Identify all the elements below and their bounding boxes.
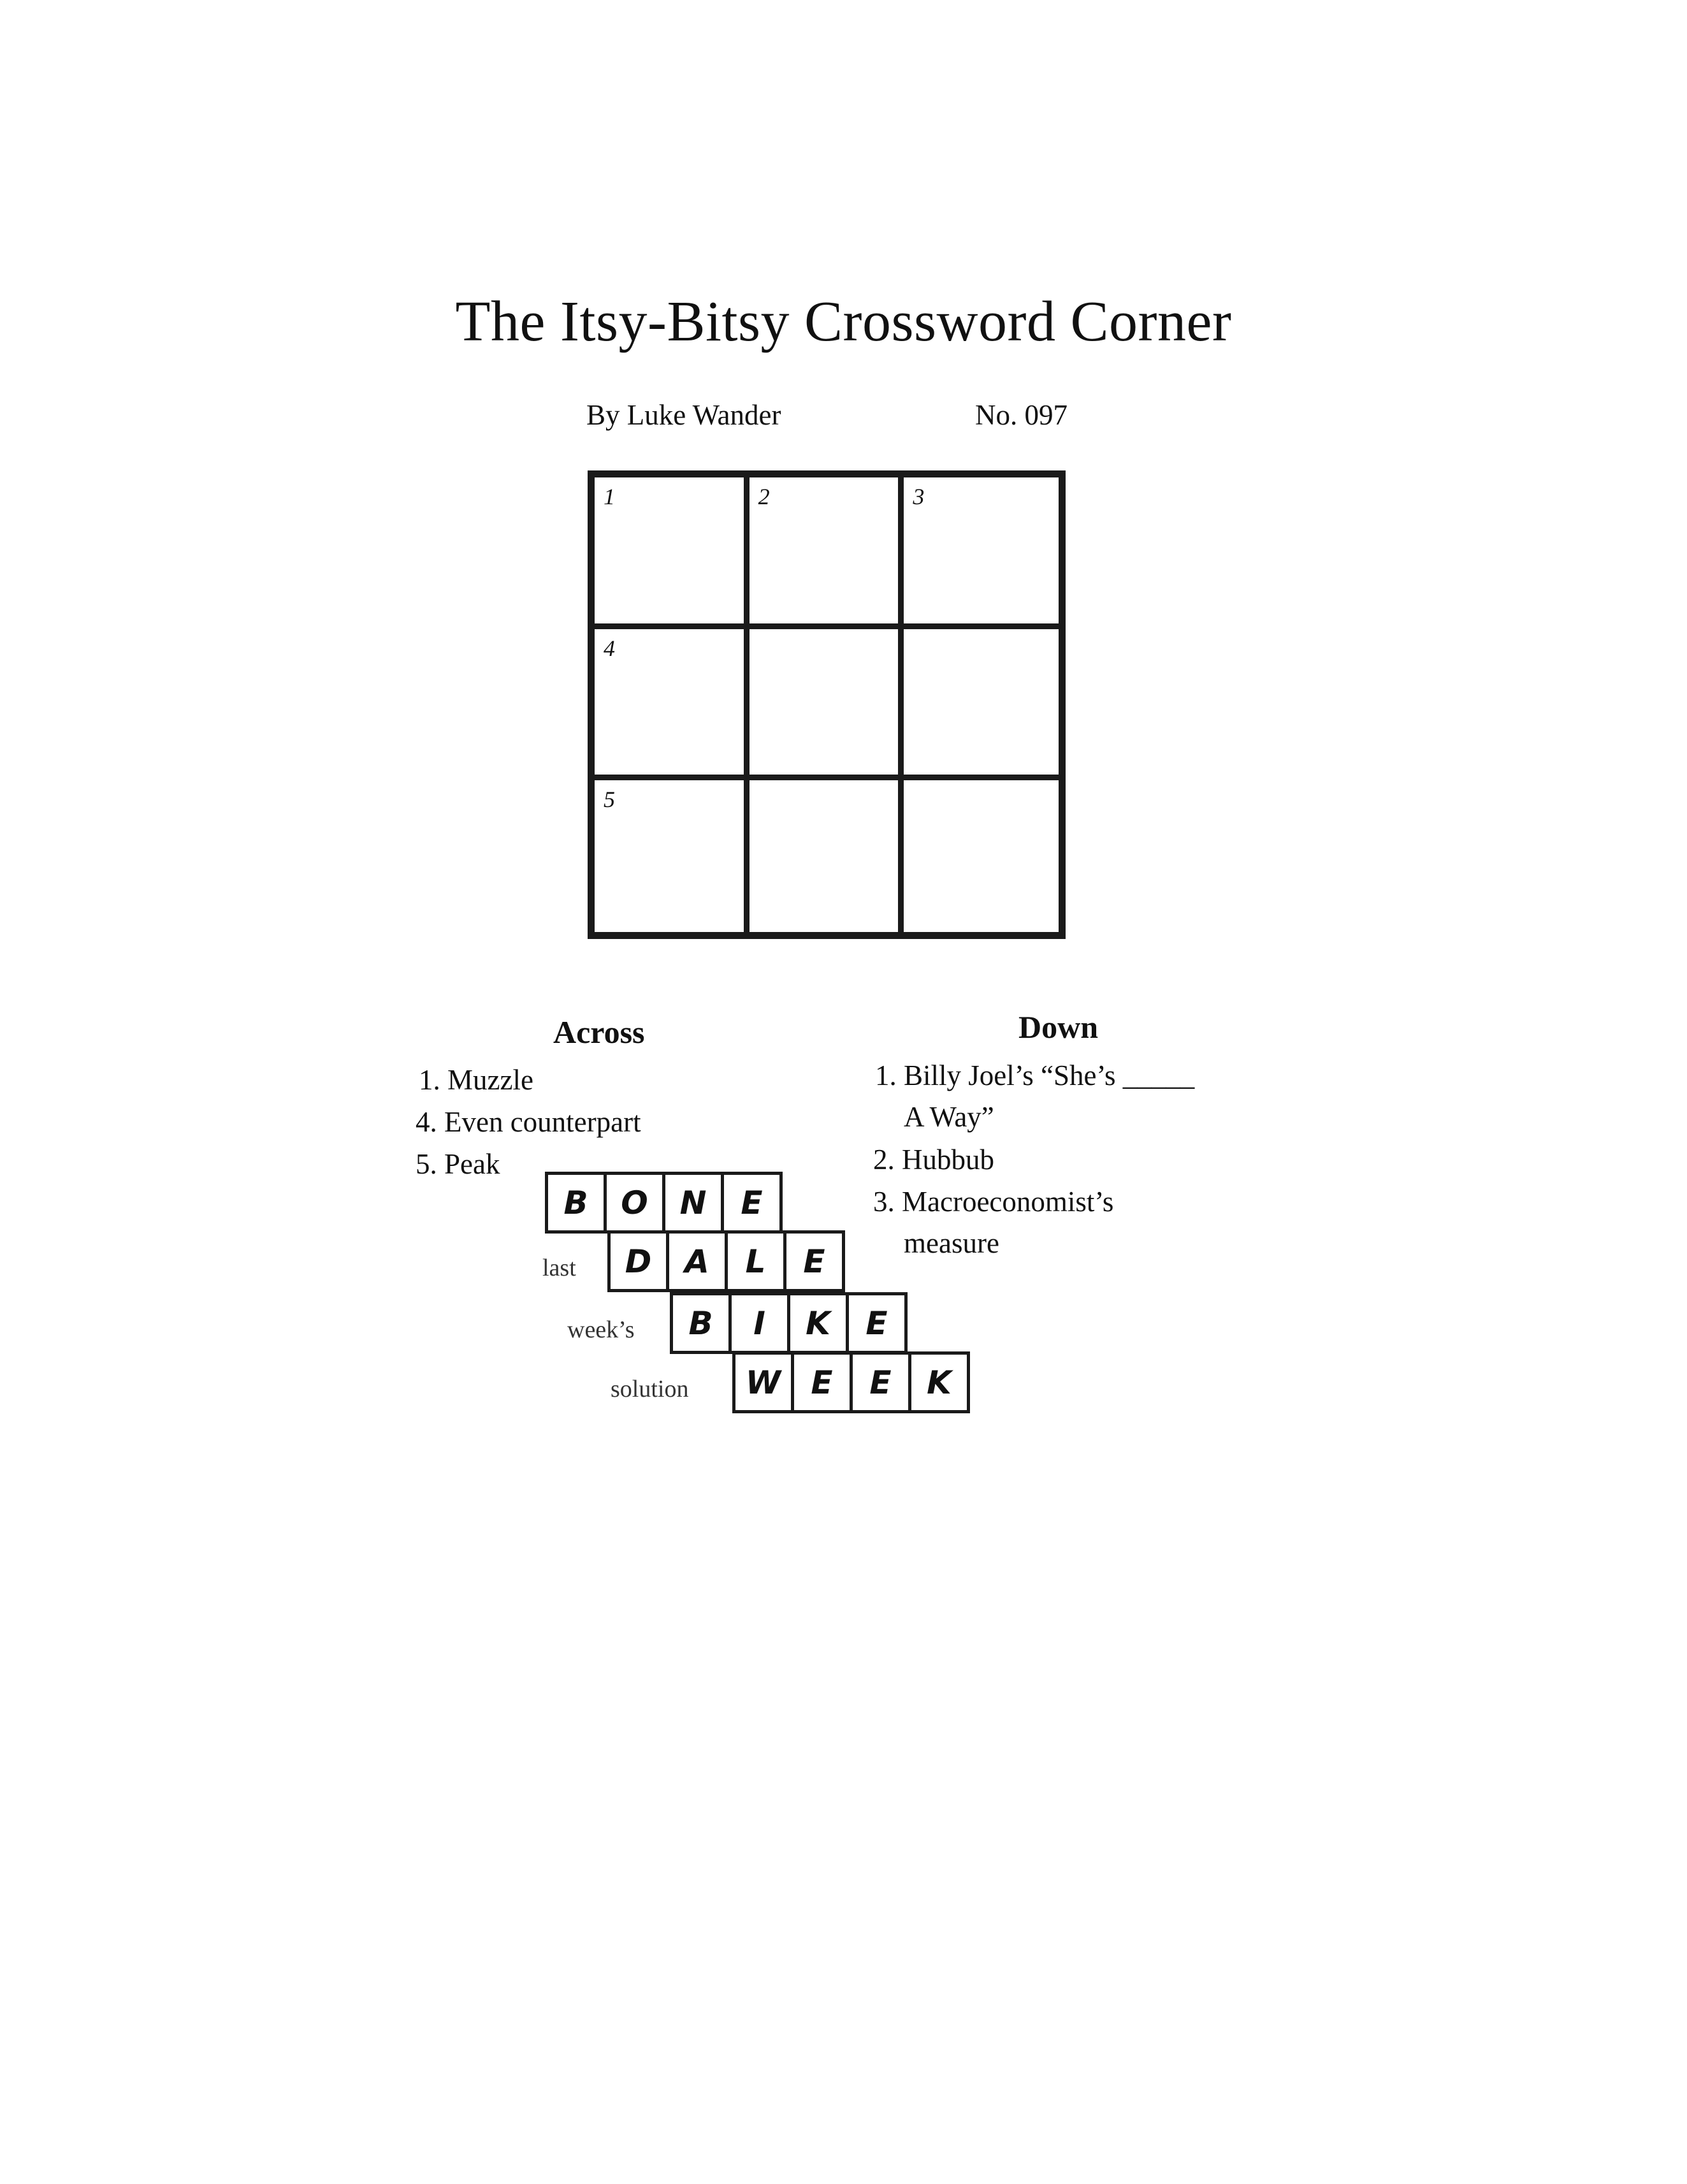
grid-cell[interactable] xyxy=(904,629,1059,781)
solution-cell: D xyxy=(607,1230,669,1292)
across-clue-4: 4. Even counterpart xyxy=(416,1106,641,1138)
grid-cell[interactable] xyxy=(904,780,1059,932)
grid-cell[interactable] xyxy=(749,780,904,932)
crossword-grid xyxy=(588,470,1066,939)
solution-cell: K xyxy=(908,1351,970,1413)
solution-cell: E xyxy=(846,1292,908,1354)
down-clue-1-continued: A Way” xyxy=(904,1101,994,1133)
solution-cell: I xyxy=(728,1292,790,1354)
across-clue-5: 5. Peak xyxy=(416,1148,500,1180)
solution-cell: W xyxy=(732,1351,794,1413)
puzzle-title: The Itsy-Bitsy Crossword Corner xyxy=(455,290,1232,353)
solution-cell: E xyxy=(721,1172,783,1234)
cell-number: 4 xyxy=(604,635,615,661)
cell-number: 2 xyxy=(758,484,770,509)
solution-cell: E xyxy=(850,1351,911,1413)
grid-cell-1[interactable] xyxy=(595,477,749,629)
author-byline: By Luke Wander xyxy=(586,399,781,431)
grid-cell-4[interactable] xyxy=(595,629,749,781)
solution-cell: O xyxy=(604,1172,665,1234)
across-clue-1: 1. Muzzle xyxy=(419,1064,533,1096)
solution-label-last: last xyxy=(542,1255,576,1281)
solution-cell: N xyxy=(662,1172,724,1234)
grid-cell-2[interactable] xyxy=(749,477,904,629)
solution-label-weeks: week’s xyxy=(567,1316,635,1343)
down-clue-3: 3. Macroeconomist’s xyxy=(873,1186,1114,1218)
grid-cell-3[interactable] xyxy=(904,477,1059,629)
cell-number: 1 xyxy=(604,484,615,509)
solution-cell: E xyxy=(783,1230,845,1292)
solution-cell: B xyxy=(670,1292,732,1354)
cell-number: 3 xyxy=(913,484,925,509)
down-clue-2: 2. Hubbub xyxy=(873,1144,994,1176)
solution-cell: A xyxy=(666,1230,728,1292)
solution-cell: B xyxy=(545,1172,607,1234)
grid-cell-5[interactable] xyxy=(595,780,749,932)
solution-label-solution: solution xyxy=(611,1376,689,1402)
solution-cell: K xyxy=(787,1292,849,1354)
down-heading: Down xyxy=(1018,1009,1099,1045)
solution-cell: E xyxy=(791,1351,853,1413)
puzzle-number: No. 097 xyxy=(975,399,1068,431)
down-clue-1: 1. Billy Joel’s “She’s _____ xyxy=(875,1059,1195,1091)
solution-cell: L xyxy=(725,1230,786,1292)
cell-number: 5 xyxy=(604,787,615,813)
down-clue-3-continued: measure xyxy=(904,1227,999,1259)
grid-cell[interactable] xyxy=(749,629,904,781)
across-heading: Across xyxy=(553,1014,645,1050)
